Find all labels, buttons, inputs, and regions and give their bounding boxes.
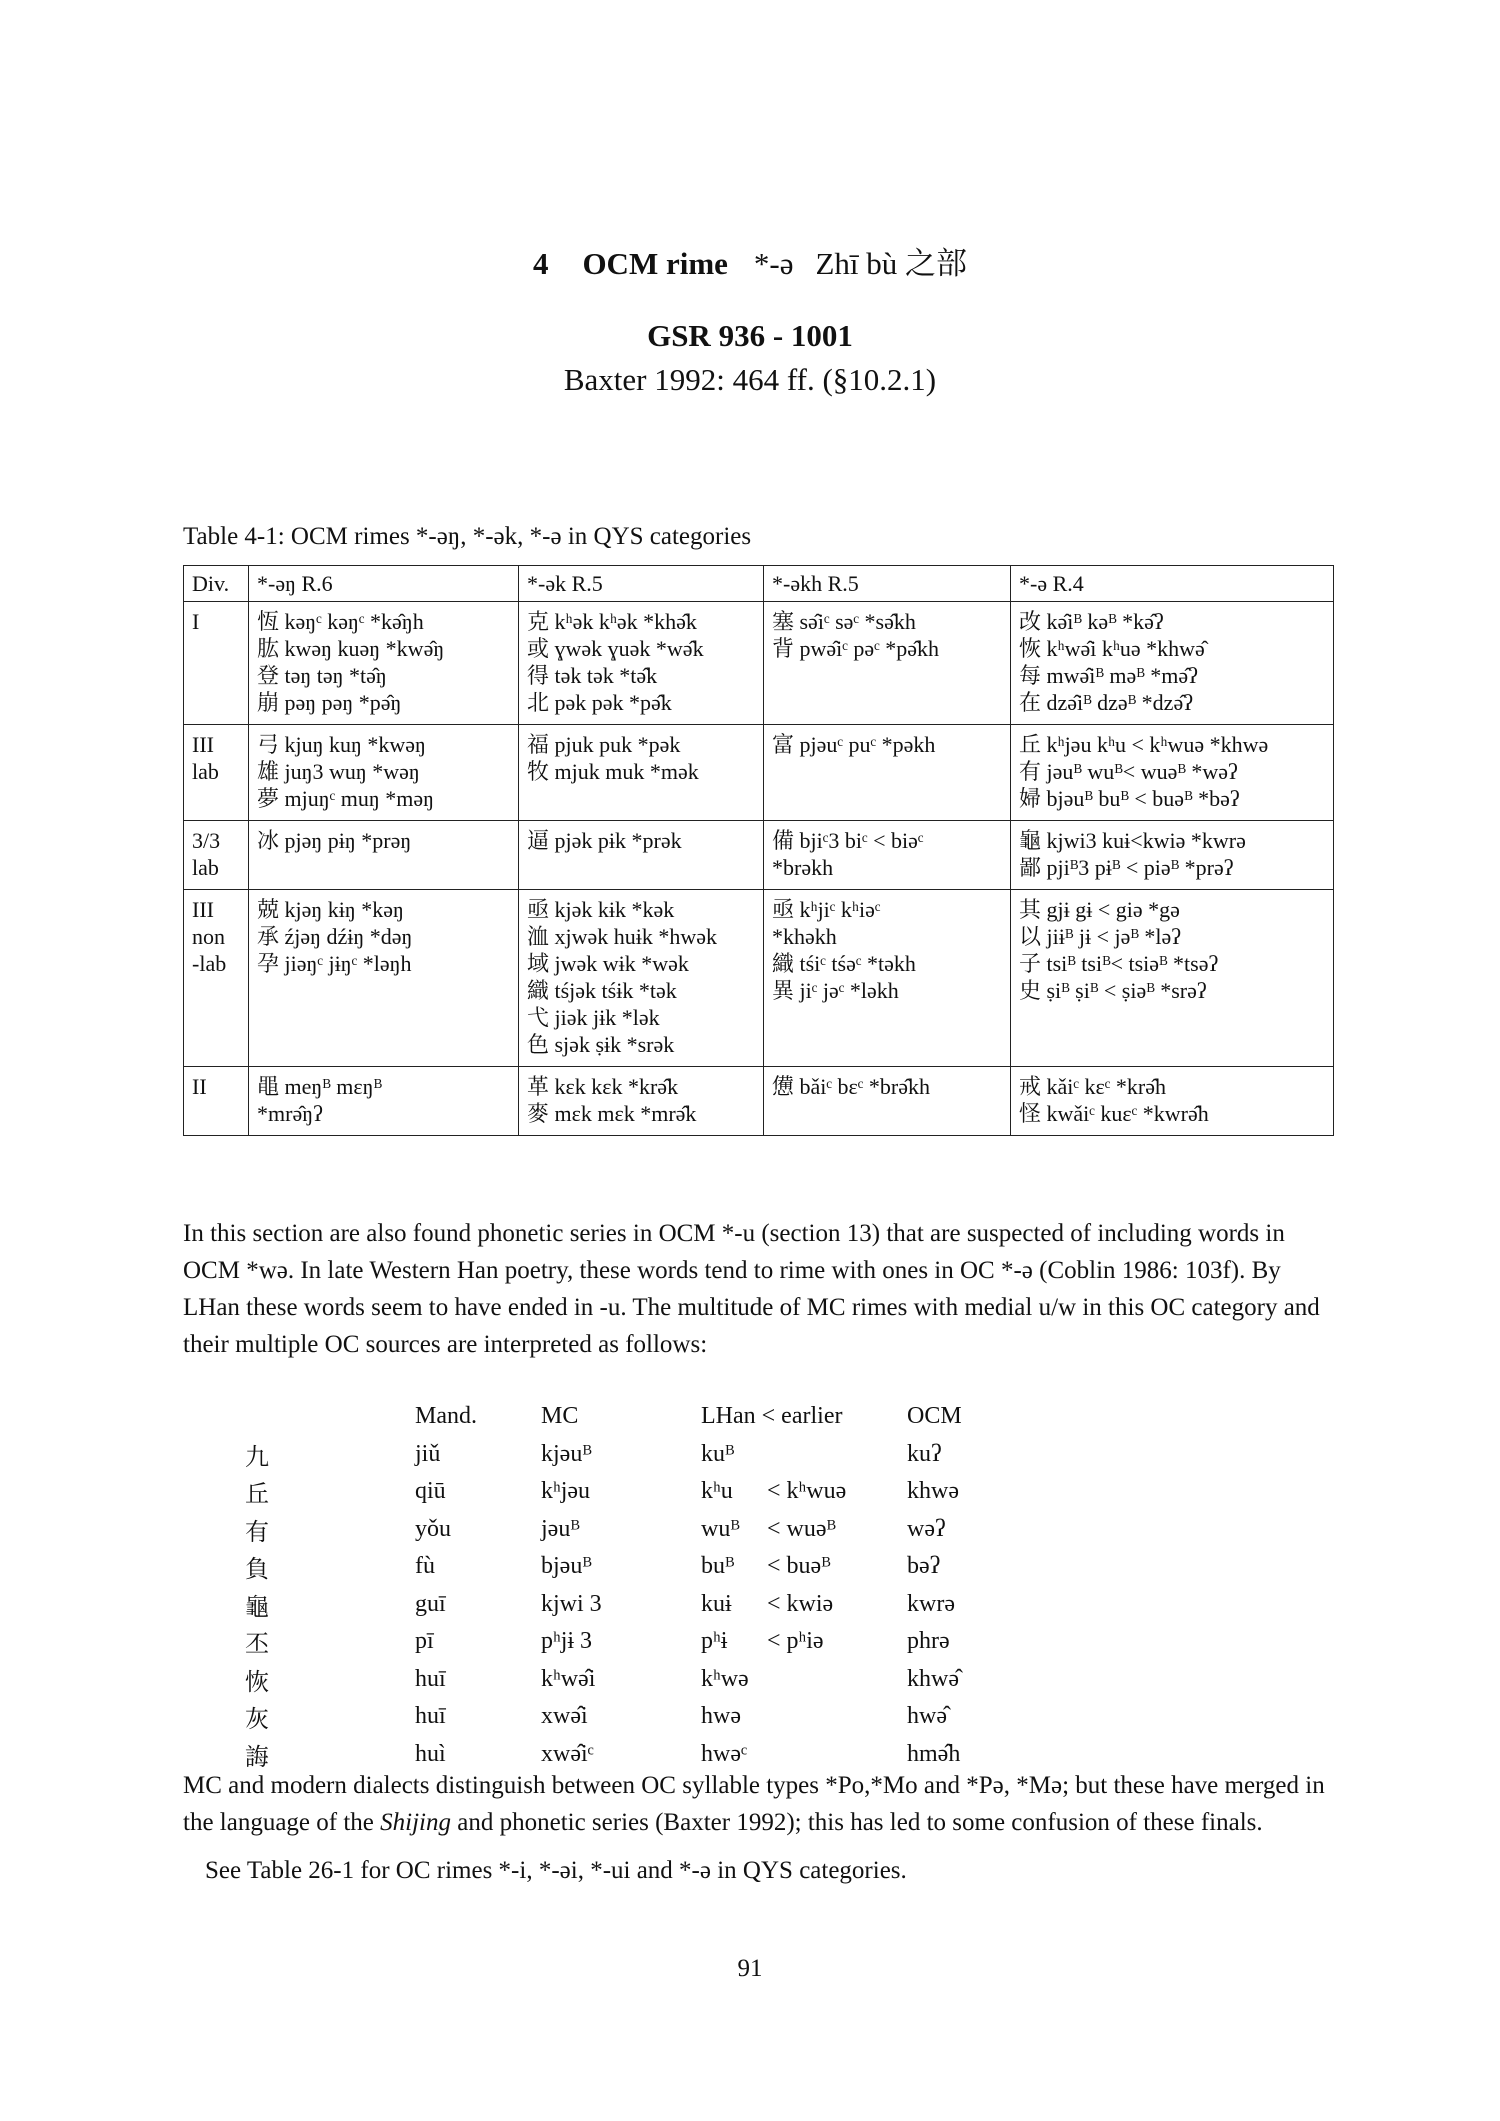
character-cell: 有 <box>245 1519 269 1546</box>
lhan-form: buᴮ <box>701 1553 735 1580</box>
earlier-form: < kwiə <box>767 1590 834 1617</box>
rime-cell <box>519 890 764 1067</box>
lhan-cell <box>701 1548 907 1586</box>
cell-line: -lab <box>192 951 227 976</box>
lhan-form: hwə <box>701 1703 741 1730</box>
character-cell: 丕 <box>245 1632 269 1659</box>
header-cell: Mand. <box>415 1403 477 1430</box>
header-cell: Div. <box>184 566 249 602</box>
cell-line: 背 pwə̂iᶜ pəᶜ *pə̂kh <box>772 636 940 661</box>
rime-cell <box>764 602 1011 725</box>
mc-cell: kʰwə̂i <box>541 1665 596 1692</box>
ocm-cell: khwə <box>907 1478 959 1505</box>
cell-line: 織 tśiᶜ tśəᶜ *təkh <box>772 951 916 976</box>
lhan-cell <box>701 1623 907 1661</box>
page-number: 91 <box>737 1955 763 1982</box>
mc-cell: kjwi 3 <box>541 1590 602 1617</box>
rime-cell <box>249 725 519 821</box>
cell-line: 史 ṣiᴮ ṣiᴮ < ṣiəᴮ *srəʔ <box>1019 978 1207 1003</box>
earlier-form: < buəᴮ <box>767 1553 831 1580</box>
earlier-form: < kʰwuə <box>767 1478 847 1505</box>
mc-table-row <box>245 1473 962 1511</box>
rime-cell <box>1011 725 1334 821</box>
mc-cell: jəuᴮ <box>541 1515 580 1542</box>
cell-line: 兢 kjəŋ kɨŋ *kəŋ <box>257 897 404 922</box>
rime-cell <box>764 1067 1011 1136</box>
cell-line: 色 sjək ṣɨk *srək <box>527 1032 675 1057</box>
rime-table-row <box>184 602 1334 725</box>
character-cell: 九 <box>245 1444 269 1471</box>
ocm-cell: phrə <box>907 1628 950 1655</box>
rime-cell <box>249 602 519 725</box>
cell-line: 弓 kjuŋ kuŋ *kwəŋ <box>257 732 426 757</box>
cell-line: 織 tśjək tśɨk *tək <box>527 978 677 1003</box>
rime-cell <box>249 1067 519 1136</box>
cell-line: 冰 pjəŋ pɨŋ *prəŋ <box>257 828 412 853</box>
chapter-title-chinese: Zhī bù 之部 <box>815 246 968 281</box>
cell-line: 丘 kʰjəu kʰu < kʰwuə *khwə <box>1019 732 1269 757</box>
mandarin-cell: huī <box>415 1665 446 1692</box>
lhan-form: kuᴮ <box>701 1440 735 1467</box>
rime-cell <box>519 821 764 890</box>
mc-cell: xwə̂iᶜ <box>541 1740 594 1767</box>
division-cell <box>184 725 249 821</box>
mc-table-body <box>245 1436 962 1774</box>
mc-cell: bjəuᴮ <box>541 1553 592 1580</box>
cell-line: 恢 kʰwə̂i kʰuə *khwə̂ <box>1019 636 1205 661</box>
lhan-cell <box>701 1698 907 1736</box>
character-cell: 恢 <box>245 1669 269 1696</box>
rime-table-body <box>184 602 1334 1136</box>
cell-line: 婦 bjəuᴮ buᴮ < buəᴮ *bəʔ <box>1019 786 1240 811</box>
lhan-form: kʰwə <box>701 1665 749 1692</box>
rime-cell <box>249 890 519 1067</box>
cell-line: 怪 kwǎiᶜ kuɛᶜ *kwrə̂h <box>1019 1101 1209 1126</box>
ocm-cell: hmə̂h <box>907 1740 961 1767</box>
mandarin-cell: qiū <box>415 1478 446 1505</box>
cell-line: 塞 sə̂iᶜ səᶜ *sə̂kh <box>772 609 916 634</box>
cell-line: 得 tək tək *tə̂k <box>527 663 658 688</box>
cell-line: 登 təŋ təŋ *tə̂ŋ <box>257 663 387 688</box>
cell-line: lab <box>192 759 219 784</box>
mandarin-cell: huī <box>415 1703 446 1730</box>
cell-line: 北 pək pək *pə̂k <box>527 690 672 715</box>
rime-cell <box>519 725 764 821</box>
cell-line: 亟 kʰjiᶜ kʰiəᶜ <box>772 897 881 922</box>
rime-cell <box>764 890 1011 1067</box>
cell-line: *brəkh <box>772 855 834 880</box>
character-cell: 負 <box>245 1557 269 1584</box>
cell-line: I <box>192 609 200 634</box>
rime-cell <box>1011 890 1334 1067</box>
earlier-form: < pʰiə <box>767 1628 824 1655</box>
rime-table-row <box>184 821 1334 890</box>
lhan-cell <box>701 1473 907 1511</box>
lhan-cell <box>701 1586 907 1624</box>
mc-table-row <box>245 1661 962 1699</box>
lhan-form: pʰɨ <box>701 1628 728 1655</box>
paragraph <box>183 1767 1333 1841</box>
paragraph: See Table 26-1 for OC rimes *-i, *-əi, *-ui and *-ə in QYS categories. <box>205 1857 907 1884</box>
header-cell: LHan < earlier <box>701 1403 843 1430</box>
division-cell <box>184 821 249 890</box>
cell-line: 克 kʰək kʰək *khə̂k <box>527 609 697 634</box>
cell-line: 備 bjiᶜ3 biᶜ < biəᶜ <box>772 828 924 853</box>
header-cell: MC <box>541 1403 579 1430</box>
cell-line: 在 dzə̂iᴮ dzəᴮ *dzə̂ʔ <box>1019 690 1193 715</box>
rime-table-row <box>184 725 1334 821</box>
mandarin-cell: guī <box>415 1590 446 1617</box>
ocm-cell: khwə̂ <box>907 1665 959 1692</box>
cell-line: 洫 xjwək huɨk *hwək <box>527 924 718 949</box>
cell-line: 憊 bǎiᶜ bɛᶜ *brə̂kh <box>772 1074 930 1099</box>
cell-line: 或 ɣwək ɣuək *wə̂k <box>527 636 704 661</box>
lhan-cell <box>701 1436 907 1474</box>
cell-line: 異 jiᶜ jəᶜ *ləkh <box>772 978 899 1003</box>
rime-cell <box>249 821 519 890</box>
cell-line: 戒 kǎiᶜ kɛᶜ *krə̂h <box>1019 1074 1166 1099</box>
cell-line: 福 pjuk puk *pək <box>527 732 681 757</box>
cell-line: 恆 kəŋᶜ kəŋᶜ *kə̂ŋh <box>257 609 424 634</box>
cell-line: 以 jiɨᴮ jɨ < jəᴮ *ləʔ <box>1019 924 1182 949</box>
rime-cell <box>519 1067 764 1136</box>
character-cell: 丘 <box>245 1482 269 1509</box>
mc-table-row <box>245 1623 962 1661</box>
cell-line: 弋 jiək jɨk *lək <box>527 1005 660 1030</box>
rime-table-row <box>184 890 1334 1067</box>
cell-line: II <box>192 1074 207 1099</box>
rime-cell <box>1011 602 1334 725</box>
table-caption: Table 4-1: OCM rimes *-əŋ, *-ək, *-ə in QYS categories <box>183 523 752 550</box>
cell-line: 3/3 <box>192 828 221 853</box>
cell-line: III <box>192 897 214 922</box>
division-cell <box>184 890 249 1067</box>
cell-line: 域 jwək wɨk *wək <box>527 951 689 976</box>
ocm-cell: kwrə <box>907 1590 955 1617</box>
cell-line: III <box>192 732 214 757</box>
mandarin-cell: jiǔ <box>415 1440 441 1467</box>
cell-line: 牧 mjuk muk *mək <box>527 759 699 784</box>
cell-line: 子 tsiᴮ tsiᴮ< tsiəᴮ *tsəʔ <box>1019 951 1219 976</box>
cell-line: 改 kə̂iᴮ kəᴮ *kə̂ʔ <box>1019 609 1164 634</box>
chapter-title <box>0 238 1500 283</box>
cell-line: 逼 pjək pɨk *prək <box>527 828 682 853</box>
rime-cell <box>764 725 1011 821</box>
lhan-form: wuᴮ <box>701 1515 740 1542</box>
ocm-cell: wəʔ <box>907 1515 946 1542</box>
gsr-reference: GSR 936 - 1001 <box>647 318 853 353</box>
paragraph-text: MC and modern dialects distinguish between OC syllable types *Po,*Mo and *Pə, *Mə; but these have merged in the language of the <box>183 1772 1325 1836</box>
baxter-reference: Baxter 1992: 464 ff. (§10.2.1) <box>563 362 937 397</box>
cell-line: 其 gjɨ gɨ < giə *gə <box>1019 897 1180 922</box>
mandarin-cell: pī <box>415 1628 434 1655</box>
mc-table-row <box>245 1586 962 1624</box>
cell-line: *khəkh <box>772 924 837 949</box>
cell-line: 黽 meŋᴮ mɛŋᴮ <box>257 1074 383 1099</box>
mc-derivation-table <box>245 1398 962 1773</box>
cell-line: lab <box>192 855 219 880</box>
cell-line: 鄙 pjiᴮ3 pɨᴮ < piəᴮ *prəʔ <box>1019 855 1234 880</box>
cell-line: 肱 kwəŋ kuəŋ *kwə̂ŋ <box>257 636 445 661</box>
rime-table <box>183 565 1334 1136</box>
rime-cell <box>1011 821 1334 890</box>
lhan-cell <box>701 1661 907 1699</box>
mc-cell: kʰjəu <box>541 1478 591 1505</box>
rime-cell <box>519 602 764 725</box>
cell-line: 夢 mjuŋᶜ muŋ *məŋ <box>257 786 434 811</box>
cell-line: 雄 juŋ3 wuŋ *wəŋ <box>257 759 420 784</box>
ocm-cell: kuʔ <box>907 1440 942 1467</box>
paragraph: In this section are also found phonetic series in OCM *-u (section 13) that are suspected of including words in OCM *wə. In late Western Han poetry, these words tend to rime with ones in OC *-ə (Coblin 1986: 103f). By LHan these words seem to have ended in -u. The multitude of MC rimes with medial u/w in this OC category and their multiple OC sources are interpreted as follows: <box>183 1220 1320 1358</box>
division-cell <box>184 602 249 725</box>
mc-table-row <box>245 1698 962 1736</box>
cell-line: non <box>192 924 225 949</box>
ocm-cell: bəʔ <box>907 1553 941 1580</box>
mc-table-header <box>245 1398 962 1436</box>
mandarin-cell: fù <box>415 1553 435 1580</box>
cell-line: 龜 kjwi3 kuɨ<kwiə *kwrə <box>1019 828 1246 853</box>
cell-line: 亟 kjək kɨk *kək <box>527 897 675 922</box>
mandarin-cell: yǒu <box>415 1515 451 1542</box>
division-cell <box>184 1067 249 1136</box>
mandarin-cell: huì <box>415 1740 446 1767</box>
cell-line: 革 kɛk kɛk *krə̂k <box>527 1074 679 1099</box>
ocm-cell: hwə̂ <box>907 1703 947 1730</box>
character-cell: 誨 <box>245 1744 269 1771</box>
character-cell: 龜 <box>245 1594 269 1621</box>
rime-table-header <box>184 566 1334 602</box>
lhan-form: hwəᶜ <box>701 1740 748 1767</box>
header-cell <box>245 1398 415 1436</box>
cell-line: 承 źjəŋ dźɨŋ *dəŋ <box>257 924 413 949</box>
cell-line: 有 jəuᴮ wuᴮ< wuəᴮ *wəʔ <box>1019 759 1238 784</box>
earlier-form: < wuəᴮ <box>767 1515 836 1542</box>
cell-line: 崩 pəŋ pəŋ *pə̂ŋ <box>257 690 402 715</box>
cell-line: 孕 jiəŋᶜ jɨŋᶜ *ləŋh <box>257 951 412 976</box>
chapter-number: 4 <box>532 246 549 281</box>
header-cell: *-əkh R.5 <box>764 566 1011 602</box>
cell-line: 每 mwə̂iᴮ məᴮ *mə̂ʔ <box>1019 663 1198 688</box>
mc-cell: pʰjɨ 3 <box>541 1628 593 1655</box>
rime-table-row <box>184 1067 1334 1136</box>
lhan-form: kuɨ <box>701 1590 732 1617</box>
mc-cell: xwə̂i <box>541 1703 588 1730</box>
lhan-form: kʰu <box>701 1478 733 1505</box>
header-cell: OCM <box>907 1403 962 1430</box>
rime-cell <box>1011 1067 1334 1136</box>
header-cell: *-əŋ R.6 <box>249 566 519 602</box>
mc-table-row <box>245 1548 962 1586</box>
header-cell: *-ək R.5 <box>519 566 764 602</box>
character-cell: 灰 <box>245 1707 269 1734</box>
lhan-cell <box>701 1511 907 1549</box>
mc-table-row <box>245 1436 962 1474</box>
mc-cell: kjəuᴮ <box>541 1440 592 1467</box>
rime-cell <box>764 821 1011 890</box>
header-cell: *-ə R.4 <box>1011 566 1334 602</box>
book-title-shijing: Shijing <box>380 1809 451 1836</box>
cell-line: *mrə̂ŋʔ <box>257 1101 323 1126</box>
cell-line: 麥 mɛk mɛk *mrə̂k <box>527 1101 697 1126</box>
mc-table-row <box>245 1511 962 1549</box>
paragraph-text: and phonetic series (Baxter 1992); this has led to some confusion of these finals. <box>451 1809 1263 1836</box>
chapter-title-symbol: *-ə <box>753 246 794 281</box>
cell-line: 富 pjəuᶜ puᶜ *pəkh <box>772 732 936 757</box>
chapter-title-rime: OCM rime <box>582 246 728 281</box>
